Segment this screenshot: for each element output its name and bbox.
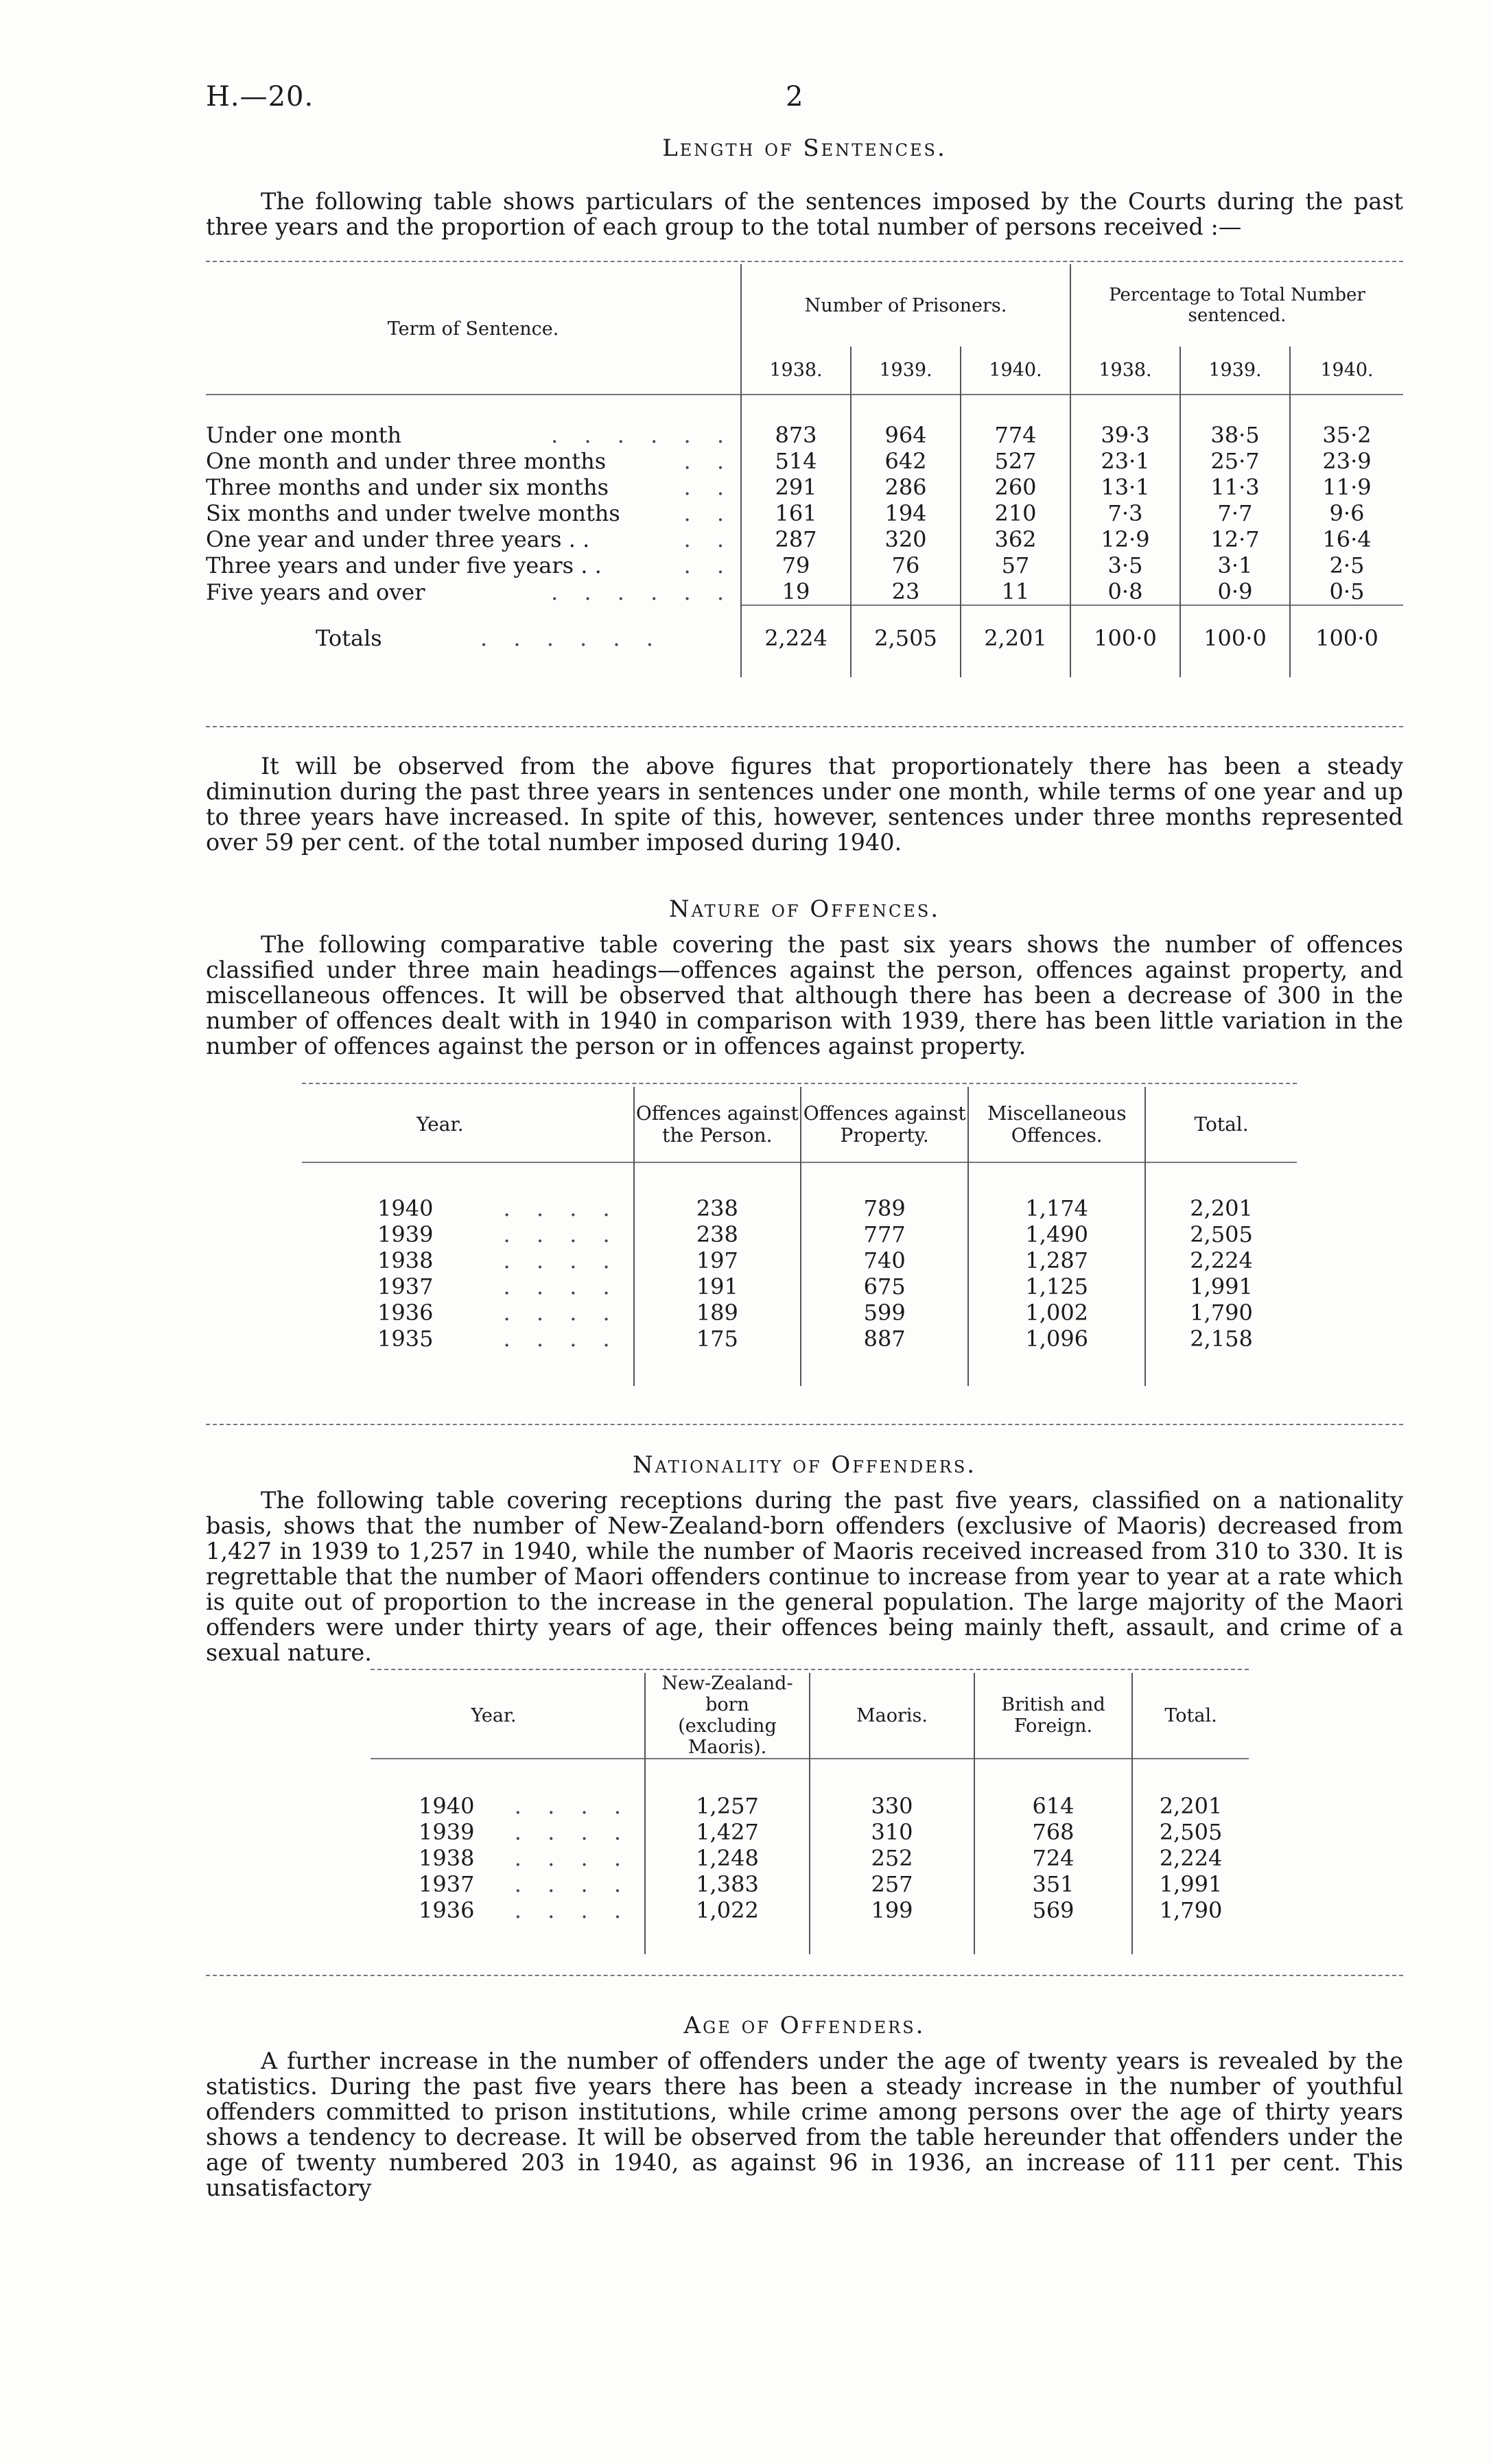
value-cell: 569 bbox=[974, 1897, 1132, 1923]
year-label: 1935 bbox=[377, 1326, 434, 1352]
offences-heading: Nature of Offences. bbox=[668, 895, 941, 923]
percentage-group-header: Percentage to Total Number sentenced. bbox=[1070, 264, 1403, 347]
value-cell: 25·7 bbox=[1180, 448, 1290, 474]
value-cell: 16·4 bbox=[1290, 526, 1403, 552]
leader-dots: . . . . . . bbox=[551, 578, 733, 605]
value-cell: 191 bbox=[634, 1274, 801, 1300]
total-header: Total. bbox=[1145, 1087, 1297, 1162]
age-intro: A further increase in the number of offenders under the age of twenty years is revealed by the statistics. During the past five years there has been a steady increase in the number of youthful offenders committed to prison institutions, while crime among persons over the age of thirty years shows a tendency to decrease. It will be observed from the table hereunder that offenders under the age of twenty numbered 203 in 1940, as against 96 in 1936, an increase of 111 per cent. This unsatisfactory bbox=[206, 2048, 1403, 2201]
term-cell bbox=[206, 526, 741, 552]
value-cell: 0·5 bbox=[1290, 578, 1403, 605]
table-row bbox=[302, 1195, 1297, 1221]
term-header: Term of Sentence. bbox=[387, 318, 559, 340]
leader-dots: . . . . bbox=[503, 1221, 620, 1247]
value-cell: 789 bbox=[801, 1195, 968, 1221]
year-label: 1939 bbox=[419, 1819, 475, 1845]
year-label: 1936 bbox=[419, 1897, 475, 1923]
leader-dots: . . . . bbox=[503, 1300, 620, 1326]
value-cell: 2,505 bbox=[1145, 1221, 1297, 1247]
totals-row bbox=[206, 622, 1403, 653]
value-cell: 0·9 bbox=[1180, 578, 1290, 605]
value-cell: 599 bbox=[801, 1300, 968, 1326]
value-cell: 1,383 bbox=[645, 1871, 810, 1897]
year-cell bbox=[371, 1819, 645, 1845]
value-cell: 79 bbox=[741, 552, 851, 578]
year-cell bbox=[302, 1247, 634, 1274]
nationality-table bbox=[371, 1673, 1249, 1954]
leader-dots: . . bbox=[683, 474, 733, 500]
total-value: 2,224 bbox=[741, 622, 851, 653]
misc-header: Miscellaneous Offences. bbox=[968, 1087, 1145, 1162]
value-cell: 1,427 bbox=[645, 1819, 810, 1845]
leader-dots: . . . . bbox=[514, 1871, 631, 1897]
value-cell: 7·7 bbox=[1180, 500, 1290, 526]
value-cell: 2,201 bbox=[1145, 1195, 1297, 1221]
table-row bbox=[302, 1247, 1297, 1274]
leader-dots: . . . . bbox=[503, 1247, 620, 1274]
british-foreign-header: British and Foreign. bbox=[974, 1673, 1132, 1759]
total-header: Total. bbox=[1132, 1673, 1249, 1759]
value-cell: 76 bbox=[851, 552, 961, 578]
value-cell: 287 bbox=[741, 526, 851, 552]
term-cell bbox=[206, 422, 741, 448]
leader-dots: . . . . . . bbox=[480, 624, 663, 651]
total-value: 100·0 bbox=[1070, 622, 1180, 653]
page-header bbox=[206, 81, 1403, 122]
series-number: H.—20. bbox=[206, 81, 314, 113]
leader-dots: . . bbox=[683, 448, 733, 474]
year-label: 1938 bbox=[419, 1845, 475, 1871]
value-cell: 777 bbox=[801, 1221, 968, 1247]
value-cell: 642 bbox=[851, 448, 961, 474]
term-cell bbox=[206, 552, 741, 578]
leader-dots: . . . . . . bbox=[551, 422, 733, 448]
value-cell: 291 bbox=[741, 474, 851, 500]
value-cell: 238 bbox=[634, 1195, 801, 1221]
value-cell: 3·1 bbox=[1180, 552, 1290, 578]
property-header: Offences against Property. bbox=[801, 1087, 968, 1162]
value-cell: 38·5 bbox=[1180, 422, 1290, 448]
term-label: Three months and under six months bbox=[206, 474, 609, 500]
leader-dots: . . . . bbox=[514, 1897, 631, 1923]
table-row bbox=[206, 500, 1403, 526]
term-label: Six months and under twelve months bbox=[206, 500, 620, 526]
year-label: 1936 bbox=[377, 1300, 434, 1326]
table-row bbox=[206, 526, 1403, 552]
total-value: 2,201 bbox=[961, 622, 1070, 653]
sentences-heading: Length of Sentences. bbox=[662, 134, 947, 162]
value-cell: 11·3 bbox=[1180, 474, 1290, 500]
year-header: Year. bbox=[471, 1704, 517, 1726]
table-row bbox=[206, 552, 1403, 578]
value-cell: 12·9 bbox=[1070, 526, 1180, 552]
year-cell bbox=[302, 1195, 634, 1221]
value-cell: 1,991 bbox=[1132, 1871, 1249, 1897]
value-cell: 1,248 bbox=[645, 1845, 810, 1871]
term-label: Under one month bbox=[206, 422, 402, 448]
leader-dots: . . bbox=[683, 526, 733, 552]
year-cell bbox=[302, 1274, 634, 1300]
year-cell bbox=[302, 1221, 634, 1247]
person-header: Offences against the Person. bbox=[634, 1087, 801, 1162]
table-row bbox=[302, 1274, 1297, 1300]
nationality-intro: The following table covering receptions during the past five years, classified on a nationality basis, shows that the number of New-Zealand-born offenders (exclusive of Maoris) decreased from 1,427 in 1939 to 1,257 in 1940, while the number of Maoris received increased from 310 to 330. It is regrettable that the number of Maori offenders continue to increase from year to year at a rate which is quite out of proportion to the increase in the general population. The large majority of the Maori offenders were under thirty years of age, their offences being mainly theft, assault, and crime of a sexual nature. bbox=[206, 1487, 1403, 1666]
table-row bbox=[371, 1897, 1249, 1923]
leader-dots: . . bbox=[683, 500, 733, 526]
year-header: Year. bbox=[416, 1112, 464, 1136]
value-cell: 675 bbox=[801, 1274, 968, 1300]
value-cell: 2,224 bbox=[1145, 1247, 1297, 1274]
value-cell: 23·9 bbox=[1290, 448, 1403, 474]
value-cell: 2,201 bbox=[1132, 1793, 1249, 1819]
term-cell bbox=[206, 448, 741, 474]
year-label: 1938 bbox=[377, 1247, 434, 1274]
page-number: 2 bbox=[786, 81, 803, 113]
value-cell: 724 bbox=[974, 1845, 1132, 1871]
value-cell: 740 bbox=[801, 1247, 968, 1274]
value-cell: 1,790 bbox=[1145, 1300, 1297, 1326]
table-row bbox=[371, 1793, 1249, 1819]
value-cell: 57 bbox=[961, 552, 1070, 578]
year-header: 1939. bbox=[1180, 347, 1290, 395]
value-cell: 614 bbox=[974, 1793, 1132, 1819]
term-cell bbox=[206, 578, 741, 605]
year-label: 1940 bbox=[419, 1793, 475, 1819]
value-cell: 9·6 bbox=[1290, 500, 1403, 526]
value-cell: 1,125 bbox=[968, 1274, 1145, 1300]
term-label: One year and under three years . . bbox=[206, 526, 590, 552]
year-cell bbox=[302, 1300, 634, 1326]
value-cell: 527 bbox=[961, 448, 1070, 474]
table-row bbox=[302, 1300, 1297, 1326]
year-label: 1937 bbox=[419, 1871, 475, 1897]
table-bottom-rule bbox=[206, 1975, 1403, 1976]
leader-dots: . . . . bbox=[503, 1274, 620, 1300]
year-header: 1938. bbox=[1070, 347, 1180, 395]
year-cell bbox=[371, 1793, 645, 1819]
value-cell: 161 bbox=[741, 500, 851, 526]
year-label: 1939 bbox=[377, 1221, 434, 1247]
number-group-header: Number of Prisoners. bbox=[741, 264, 1070, 347]
value-cell: 210 bbox=[961, 500, 1070, 526]
value-cell: 1,790 bbox=[1132, 1897, 1249, 1923]
nz-born-header: New-Zealand-born (excluding Maoris). bbox=[645, 1673, 810, 1759]
value-cell: 873 bbox=[741, 422, 851, 448]
value-cell: 12·7 bbox=[1180, 526, 1290, 552]
totals-label: Totals bbox=[316, 624, 382, 651]
year-header: 1940. bbox=[1290, 347, 1403, 395]
table-row bbox=[302, 1221, 1297, 1247]
table-row bbox=[206, 448, 1403, 474]
table-row bbox=[206, 422, 1403, 448]
value-cell: 286 bbox=[851, 474, 961, 500]
value-cell: 330 bbox=[810, 1793, 974, 1819]
sentences-table bbox=[206, 264, 1403, 677]
value-cell: 189 bbox=[634, 1300, 801, 1326]
table-top-rule bbox=[371, 1669, 1249, 1670]
value-cell: 0·8 bbox=[1070, 578, 1180, 605]
table-top-rule bbox=[206, 261, 1403, 262]
term-cell bbox=[206, 500, 741, 526]
value-cell: 11 bbox=[961, 578, 1070, 605]
leader-dots: . . . . bbox=[514, 1819, 631, 1845]
value-cell: 1,257 bbox=[645, 1793, 810, 1819]
leader-dots: . . . . bbox=[503, 1326, 620, 1352]
year-header: 1938. bbox=[741, 347, 851, 395]
value-cell: 35·2 bbox=[1290, 422, 1403, 448]
value-cell: 260 bbox=[961, 474, 1070, 500]
value-cell: 1,287 bbox=[968, 1247, 1145, 1274]
value-cell: 1,174 bbox=[968, 1195, 1145, 1221]
value-cell: 19 bbox=[741, 578, 851, 605]
table-row bbox=[302, 1326, 1297, 1352]
year-header: 1939. bbox=[851, 347, 961, 395]
value-cell: 351 bbox=[974, 1871, 1132, 1897]
value-cell: 175 bbox=[634, 1326, 801, 1352]
year-header: 1940. bbox=[961, 347, 1070, 395]
year-cell bbox=[371, 1897, 645, 1923]
term-cell bbox=[206, 474, 741, 500]
value-cell: 514 bbox=[741, 448, 851, 474]
offences-table bbox=[302, 1087, 1297, 1386]
table-row bbox=[371, 1819, 1249, 1845]
value-cell: 310 bbox=[810, 1819, 974, 1845]
value-cell: 320 bbox=[851, 526, 961, 552]
value-cell: 2,505 bbox=[1132, 1819, 1249, 1845]
table-row bbox=[206, 578, 1403, 605]
value-cell: 199 bbox=[810, 1897, 974, 1923]
value-cell: 1,002 bbox=[968, 1300, 1145, 1326]
term-label: One month and under three months bbox=[206, 448, 607, 474]
table-bottom-rule bbox=[206, 1424, 1403, 1425]
value-cell: 2·5 bbox=[1290, 552, 1403, 578]
sentences-commentary: It will be observed from the above figures that proportionately there has been a steady diminution during the past three years in sentences under one month, while terms of one year and up to three years have increased. In spite of this, however, sentences under three months represented over 59 per cent. of the total number imposed during 1940. bbox=[206, 753, 1403, 856]
table-row bbox=[206, 474, 1403, 500]
year-label: 1937 bbox=[377, 1274, 434, 1300]
leader-dots: . . bbox=[683, 552, 733, 578]
value-cell: 3·5 bbox=[1070, 552, 1180, 578]
value-cell: 768 bbox=[974, 1819, 1132, 1845]
age-heading: Age of Offenders. bbox=[683, 2012, 926, 2039]
year-cell bbox=[371, 1871, 645, 1897]
year-cell bbox=[302, 1326, 634, 1352]
value-cell: 197 bbox=[634, 1247, 801, 1274]
value-cell: 362 bbox=[961, 526, 1070, 552]
value-cell: 7·3 bbox=[1070, 500, 1180, 526]
table-bottom-rule bbox=[206, 726, 1403, 727]
sentences-intro: The following table shows particulars of the sentences imposed by the Courts during the past three years and the proportion of each group to the total number of persons received :— bbox=[206, 188, 1403, 240]
offences-intro: The following comparative table covering the past six years shows the number of offences classified under three main headings—offences against the person, offences against property, and miscellaneous offences. It will be observed that although there has been a decrease of 300 in the number of offences dealt with in 1940 in comparison with 1939, there has been little variation in the number of offences against the person or in offences against property. bbox=[206, 931, 1403, 1059]
maoris-header: Maoris. bbox=[810, 1673, 974, 1759]
value-cell: 1,096 bbox=[968, 1326, 1145, 1352]
value-cell: 2,224 bbox=[1132, 1845, 1249, 1871]
value-cell: 887 bbox=[801, 1326, 968, 1352]
value-cell: 39·3 bbox=[1070, 422, 1180, 448]
table-row bbox=[371, 1871, 1249, 1897]
total-value: 100·0 bbox=[1180, 622, 1290, 653]
value-cell: 2,158 bbox=[1145, 1326, 1297, 1352]
total-value: 100·0 bbox=[1290, 622, 1403, 653]
leader-dots: . . . . bbox=[514, 1845, 631, 1871]
value-cell: 11·9 bbox=[1290, 474, 1403, 500]
value-cell: 257 bbox=[810, 1871, 974, 1897]
value-cell: 1,022 bbox=[645, 1897, 810, 1923]
value-cell: 1,490 bbox=[968, 1221, 1145, 1247]
term-label: Five years and over bbox=[206, 578, 425, 605]
value-cell: 252 bbox=[810, 1845, 974, 1871]
value-cell: 774 bbox=[961, 422, 1070, 448]
total-value: 2,505 bbox=[851, 622, 961, 653]
value-cell: 194 bbox=[851, 500, 961, 526]
value-cell: 238 bbox=[634, 1221, 801, 1247]
leader-dots: . . . . bbox=[514, 1793, 631, 1819]
nationality-heading: Nationality of Offenders. bbox=[632, 1451, 977, 1479]
value-cell: 13·1 bbox=[1070, 474, 1180, 500]
value-cell: 23 bbox=[851, 578, 961, 605]
value-cell: 964 bbox=[851, 422, 961, 448]
table-row bbox=[371, 1845, 1249, 1871]
leader-dots: . . . . bbox=[503, 1195, 620, 1221]
term-label: Three years and under five years . . bbox=[206, 552, 602, 578]
value-cell: 1,991 bbox=[1145, 1274, 1297, 1300]
year-cell bbox=[371, 1845, 645, 1871]
value-cell: 23·1 bbox=[1070, 448, 1180, 474]
table-top-rule bbox=[302, 1083, 1297, 1084]
year-label: 1940 bbox=[377, 1195, 434, 1221]
